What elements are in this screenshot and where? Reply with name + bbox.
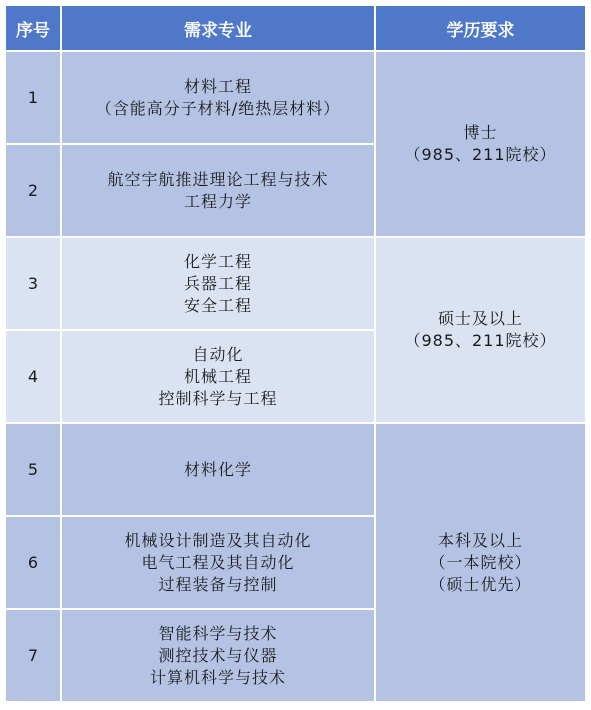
major-line: 智能科学与技术 bbox=[158, 623, 278, 643]
edu-cell bbox=[375, 51, 586, 237]
row-number: 1 bbox=[5, 51, 61, 144]
major-line: 控制科学与工程 bbox=[158, 388, 278, 408]
row-number: 2 bbox=[5, 144, 61, 237]
major-line: 材料工程 bbox=[183, 76, 252, 96]
major-cell bbox=[61, 516, 375, 609]
major-line: （含能高分子材料/绝热层材料） bbox=[95, 98, 341, 118]
edu-line: （一本院校） bbox=[429, 552, 532, 572]
row-number: 6 bbox=[5, 516, 61, 609]
major-cell bbox=[61, 423, 375, 516]
major-line: 自动化 bbox=[192, 344, 244, 364]
major-line: 兵器工程 bbox=[183, 273, 252, 293]
major-line: 计算机科学与技术 bbox=[149, 667, 286, 687]
major-cell bbox=[61, 144, 375, 237]
major-line: 工程力学 bbox=[183, 191, 252, 211]
major-line: 过程装备与控制 bbox=[158, 574, 278, 594]
edu-cell bbox=[375, 423, 586, 702]
header-major: 需求专业 bbox=[61, 5, 375, 51]
major-line: 航空宇航推进理论工程与技术 bbox=[107, 169, 329, 189]
major-line: 测控技术与仪器 bbox=[158, 645, 278, 665]
major-cell bbox=[61, 609, 375, 702]
edu-cell bbox=[375, 237, 586, 423]
table-row bbox=[5, 423, 586, 516]
table-row bbox=[5, 51, 586, 144]
edu-line: 硕士及以上 bbox=[437, 309, 523, 328]
major-line: 材料化学 bbox=[183, 459, 252, 479]
row-number: 3 bbox=[5, 237, 61, 330]
major-cell bbox=[61, 237, 375, 330]
major-line: 电气工程及其自动化 bbox=[141, 552, 295, 572]
major-line: 机械设计制造及其自动化 bbox=[124, 530, 312, 550]
header-edu: 学历要求 bbox=[375, 5, 586, 51]
header-num: 序号 bbox=[5, 5, 61, 51]
requirements-table bbox=[4, 4, 587, 703]
row-number: 5 bbox=[5, 423, 61, 516]
table-row bbox=[5, 237, 586, 330]
edu-line: （硕士优先） bbox=[429, 574, 532, 594]
row-number: 7 bbox=[5, 609, 61, 702]
major-line: 化学工程 bbox=[183, 251, 252, 271]
row-number: 4 bbox=[5, 330, 61, 423]
major-cell bbox=[61, 51, 375, 144]
major-line: 机械工程 bbox=[183, 366, 252, 386]
header-row bbox=[5, 5, 586, 51]
edu-line: （985、211院校） bbox=[404, 145, 557, 164]
major-cell bbox=[61, 330, 375, 423]
edu-line: （985、211院校） bbox=[404, 331, 557, 350]
edu-line: 博士 bbox=[463, 123, 498, 142]
major-line: 安全工程 bbox=[183, 295, 252, 315]
edu-line: 本科及以上 bbox=[437, 530, 523, 550]
